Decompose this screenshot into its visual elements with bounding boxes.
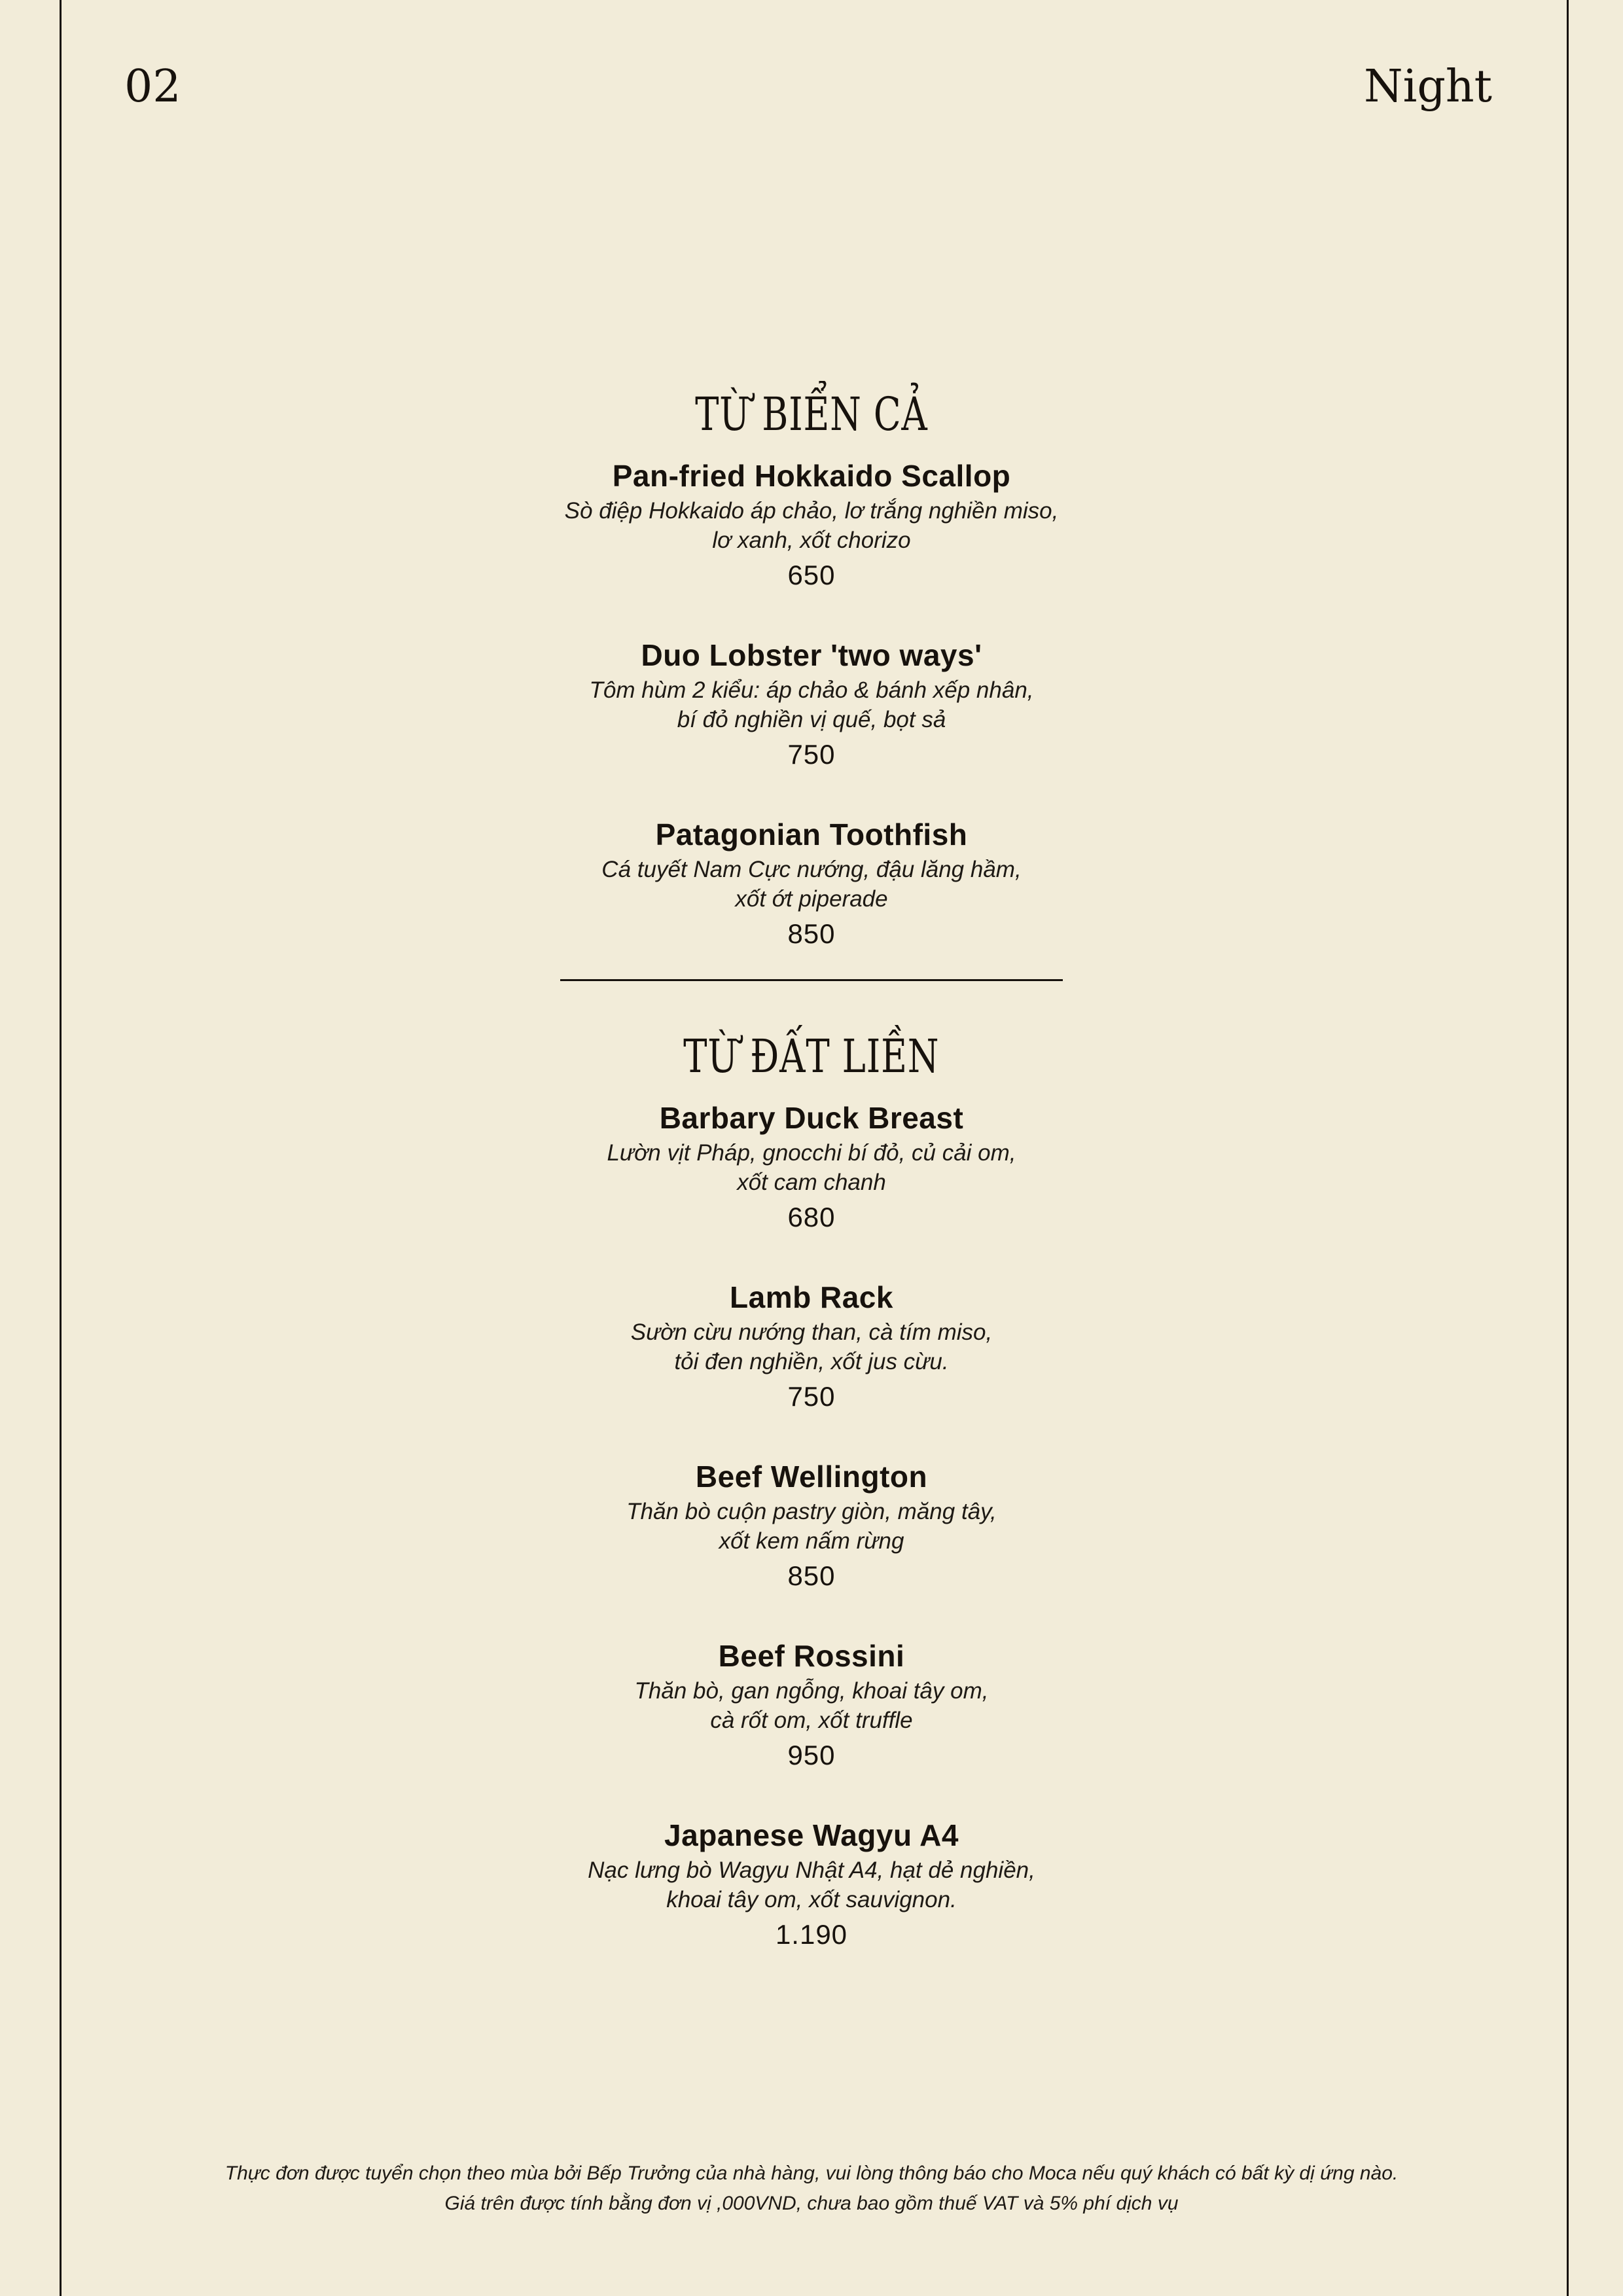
dish-price: 850 <box>787 918 836 949</box>
dish-description-line: Lườn vịt Pháp, gnocchi bí đỏ, củ cải om, <box>607 1140 1016 1166</box>
dish-description-line: Cá tuyết Nam Cực nướng, đậu lăng hầm, <box>601 857 1022 882</box>
dish-description-line: Sò điệp Hokkaido áp chảo, lơ trắng nghiền miso, <box>564 498 1059 524</box>
dish-description-line: cà rốt om, xốt truffle <box>710 1708 913 1733</box>
dish-description-line: xốt cam chanh <box>737 1170 886 1195</box>
dish-price: 650 <box>787 560 836 590</box>
menu-item <box>157 1818 1466 1950</box>
dish-price: 750 <box>787 1381 836 1412</box>
dish-description-line: Thăn bò, gan ngỗng, khoai tây om, <box>634 1678 989 1704</box>
dish-description-line: khoai tây om, xốt sauvignon. <box>666 1887 957 1912</box>
menu-section <box>157 1030 1466 1950</box>
dish-name: Barbary Duck Breast <box>659 1101 964 1135</box>
menu-content <box>157 387 1466 1950</box>
menu-item <box>157 458 1466 590</box>
footer-line-2: Giá trên được tính bằng đơn vị ,000VND, chưa bao gồm thuế VAT và 5% phí dịch vụ <box>444 2193 1179 2214</box>
left-border-rule <box>60 0 62 2296</box>
dish-name: Beef Wellington <box>695 1460 928 1494</box>
right-border-rule <box>1567 0 1569 2296</box>
dish-name: Pan-fried Hokkaido Scallop <box>612 459 1011 493</box>
section-title <box>157 1030 1466 1083</box>
section-divider <box>560 979 1063 981</box>
dish-name: Patagonian Toothfish <box>655 817 968 852</box>
page-number: 02 <box>124 61 181 113</box>
dish-description-line: Tôm hùm 2 kiểu: áp chảo & bánh xếp nhân, <box>589 677 1034 703</box>
menu-item <box>157 1459 1466 1591</box>
dish-description-line: lơ xanh, xốt chorizo <box>712 528 911 553</box>
dish-description-line: Sườn cừu nướng than, cà tím miso, <box>630 1319 993 1345</box>
menu-item <box>157 637 1466 770</box>
menu-item <box>157 817 1466 949</box>
dish-price: 1.190 <box>775 1919 848 1950</box>
dish-price: 950 <box>787 1740 836 1770</box>
dish-description-line: xốt ớt piperade <box>735 886 888 912</box>
dish-description-line: Thăn bò cuộn pastry giòn, măng tây, <box>626 1499 997 1524</box>
dish-price: 850 <box>787 1560 836 1591</box>
dish-name: Japanese Wagyu A4 <box>664 1818 959 1852</box>
menu-item <box>157 1638 1466 1770</box>
section-title <box>157 387 1466 441</box>
dish-name: Beef Rossini <box>718 1639 905 1673</box>
menu-item <box>157 1280 1466 1412</box>
dish-name: Duo Lobster 'two ways' <box>641 638 982 672</box>
dish-description-line: Nạc lưng bò Wagyu Nhật A4, hạt dẻ nghiền, <box>588 1857 1035 1883</box>
footer-line-1: Thực đơn được tuyển chọn theo mùa bởi Bếp Trưởng của nhà hàng, vui lòng thông báo cho Moca nếu quý khách có bất kỳ dị ứng nào. <box>224 2162 1399 2184</box>
menu-item <box>157 1100 1466 1232</box>
section-title-text: TỪ ĐẤT LIỀN <box>683 1030 940 1083</box>
footer-note <box>105 2159 1518 2219</box>
section-title-text: TỪ BIỂN CẢ <box>695 387 928 441</box>
dish-price: 750 <box>787 739 836 770</box>
dish-price: 680 <box>787 1202 836 1232</box>
dish-name: Lamb Rack <box>730 1280 893 1314</box>
menu-section <box>157 387 1466 949</box>
dish-description-line: tỏi đen nghiền, xốt jus cừu. <box>674 1349 949 1374</box>
edition-label: Night <box>1364 61 1492 113</box>
dish-description-line: xốt kem nấm rừng <box>719 1528 904 1554</box>
dish-description-line: bí đỏ nghiền vị quế, bọt sả <box>677 707 946 732</box>
